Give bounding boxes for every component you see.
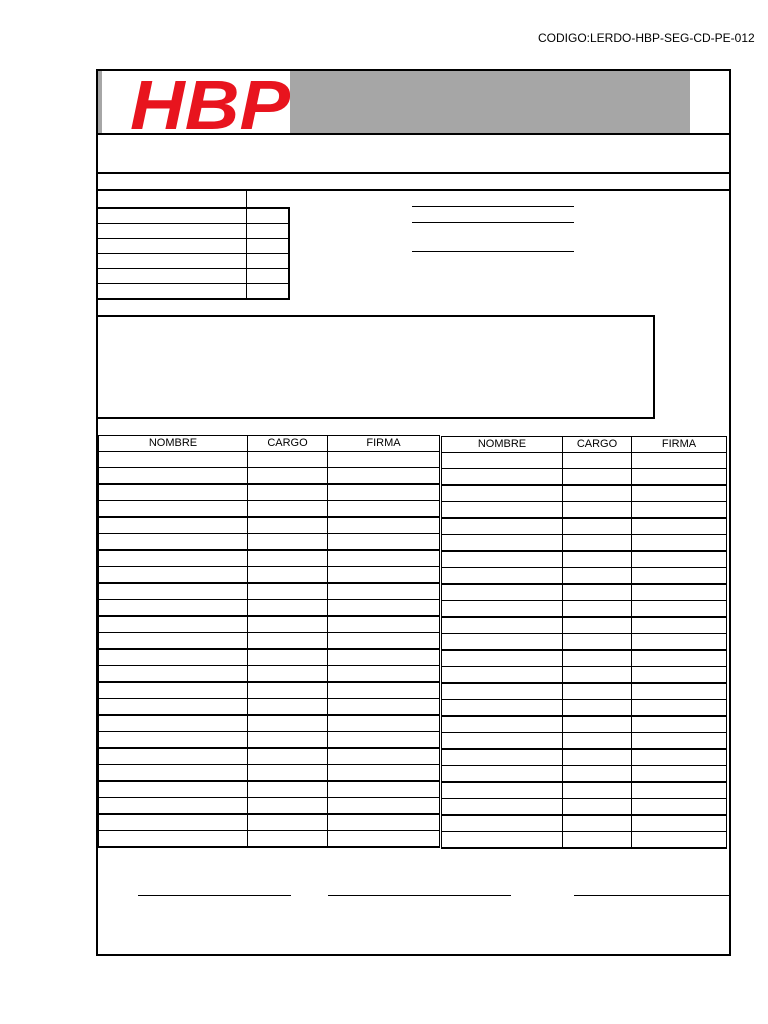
cargo-cell[interactable] (563, 749, 632, 766)
info-column-divider (246, 191, 247, 207)
column-header-firma: FIRMA (632, 437, 727, 453)
table-row (99, 567, 440, 584)
table-row (442, 799, 727, 816)
table-row (99, 583, 440, 600)
cargo-cell[interactable] (248, 814, 328, 831)
column-header-cargo: CARGO (563, 437, 632, 453)
table-row (99, 468, 440, 485)
firma-cell[interactable] (632, 551, 727, 568)
firma-cell[interactable] (328, 501, 440, 518)
cargo-cell[interactable] (563, 716, 632, 733)
nombre-cell[interactable] (442, 815, 563, 832)
nombre-cell[interactable] (442, 832, 563, 849)
cargo-cell[interactable] (563, 469, 632, 486)
cargo-cell[interactable] (248, 798, 328, 815)
firma-cell[interactable] (632, 667, 727, 684)
table-row (442, 568, 727, 585)
cargo-cell[interactable] (248, 765, 328, 782)
cargo-cell[interactable] (248, 831, 328, 848)
nombre-cell[interactable] (442, 650, 563, 667)
table-row (99, 616, 440, 633)
cargo-cell[interactable] (248, 649, 328, 666)
nombre-cell[interactable] (99, 550, 248, 567)
firma-cell[interactable] (632, 568, 727, 585)
firma-cell[interactable] (632, 832, 727, 849)
nombre-cell[interactable] (442, 551, 563, 568)
firma-cell[interactable] (632, 518, 727, 535)
firma-cell[interactable] (328, 517, 440, 534)
nombre-cell[interactable] (99, 452, 248, 468)
table-row (442, 683, 727, 700)
table-row (99, 748, 440, 765)
table-row (99, 633, 440, 650)
table-row (442, 766, 727, 783)
table-row (99, 798, 440, 815)
cargo-cell[interactable] (563, 832, 632, 849)
firma-cell[interactable] (632, 650, 727, 667)
cargo-cell[interactable] (563, 650, 632, 667)
nombre-cell[interactable] (442, 799, 563, 816)
firma-cell[interactable] (632, 601, 727, 618)
table-row (99, 732, 440, 749)
cargo-cell[interactable] (563, 568, 632, 585)
table-row (99, 517, 440, 534)
firma-cell[interactable] (328, 534, 440, 551)
cargo-cell[interactable] (563, 601, 632, 618)
cargo-cell[interactable] (248, 583, 328, 600)
table-row (442, 700, 727, 717)
nombre-cell[interactable] (442, 733, 563, 750)
table-row (442, 716, 727, 733)
cargo-cell[interactable] (248, 550, 328, 567)
cargo-cell[interactable] (248, 468, 328, 485)
cargo-cell[interactable] (248, 452, 328, 468)
firma-cell[interactable] (632, 733, 727, 750)
firma-cell[interactable] (632, 485, 727, 502)
firma-cell[interactable] (328, 831, 440, 848)
firma-cell[interactable] (328, 633, 440, 650)
header-band (98, 71, 690, 133)
table-row (442, 782, 727, 799)
nombre-cell[interactable] (442, 453, 563, 469)
firma-cell[interactable] (632, 535, 727, 552)
firma-cell[interactable] (632, 815, 727, 832)
cargo-cell[interactable] (248, 484, 328, 501)
table-row (442, 617, 727, 634)
field-line-2[interactable] (412, 222, 574, 223)
signature-line-3[interactable] (574, 895, 729, 896)
firma-cell[interactable] (632, 782, 727, 799)
cargo-cell[interactable] (563, 766, 632, 783)
firma-cell[interactable] (328, 600, 440, 617)
table-row (442, 485, 727, 502)
title-divider (98, 172, 729, 174)
table-row (99, 781, 440, 798)
firma-cell[interactable] (328, 781, 440, 798)
cargo-cell[interactable] (563, 617, 632, 634)
table-row (99, 666, 440, 683)
firma-cell[interactable] (328, 452, 440, 468)
cargo-cell[interactable] (248, 517, 328, 534)
table-row (99, 682, 440, 699)
table-row (442, 650, 727, 667)
cargo-cell[interactable] (563, 634, 632, 651)
nombre-cell[interactable] (99, 583, 248, 600)
table-row (442, 453, 727, 469)
firma-cell[interactable] (328, 699, 440, 716)
column-header-nombre: NOMBRE (99, 436, 248, 452)
firma-cell[interactable] (328, 484, 440, 501)
signature-line-2[interactable] (328, 895, 511, 896)
cargo-cell[interactable] (563, 502, 632, 519)
firma-cell[interactable] (632, 749, 727, 766)
table-row (99, 501, 440, 518)
cargo-cell[interactable] (248, 699, 328, 716)
firma-cell[interactable] (328, 649, 440, 666)
table-row (99, 550, 440, 567)
nombre-cell[interactable] (99, 699, 248, 716)
firma-cell[interactable] (632, 584, 727, 601)
attendance-table-left (98, 435, 440, 848)
nombre-cell[interactable] (442, 782, 563, 799)
nombre-cell[interactable] (99, 666, 248, 683)
nombre-cell[interactable] (99, 501, 248, 518)
nombre-cell[interactable] (99, 781, 248, 798)
nombre-cell[interactable] (99, 484, 248, 501)
nombre-cell[interactable] (99, 748, 248, 765)
firma-cell[interactable] (328, 666, 440, 683)
firma-cell[interactable] (632, 683, 727, 700)
table-row (442, 551, 727, 568)
nombre-cell[interactable] (442, 601, 563, 618)
firma-cell[interactable] (328, 798, 440, 815)
nombre-cell[interactable] (442, 749, 563, 766)
firma-cell[interactable] (632, 766, 727, 783)
cargo-cell[interactable] (563, 700, 632, 717)
cargo-cell[interactable] (563, 815, 632, 832)
firma-cell[interactable] (632, 469, 727, 486)
firma-cell[interactable] (632, 634, 727, 651)
form-frame (96, 69, 731, 956)
nombre-cell[interactable] (99, 798, 248, 815)
cargo-cell[interactable] (248, 534, 328, 551)
cargo-cell[interactable] (563, 518, 632, 535)
table-row (99, 699, 440, 716)
nombre-cell[interactable] (99, 600, 248, 617)
firma-cell[interactable] (632, 799, 727, 816)
nombre-cell[interactable] (99, 534, 248, 551)
cargo-cell[interactable] (563, 667, 632, 684)
nombre-cell[interactable] (442, 568, 563, 585)
firma-cell[interactable] (328, 765, 440, 782)
table-row (442, 832, 727, 849)
cargo-cell[interactable] (563, 551, 632, 568)
company-logo (102, 71, 290, 133)
cargo-cell[interactable] (563, 799, 632, 816)
cargo-cell[interactable] (248, 715, 328, 732)
nombre-cell[interactable] (99, 831, 248, 848)
nombre-cell[interactable] (442, 683, 563, 700)
table-row (99, 715, 440, 732)
field-line-1[interactable] (412, 206, 574, 207)
firma-cell[interactable] (328, 715, 440, 732)
nombre-cell[interactable] (99, 715, 248, 732)
nombre-cell[interactable] (99, 649, 248, 666)
table-row (442, 601, 727, 618)
cargo-cell[interactable] (563, 782, 632, 799)
nombre-cell[interactable] (442, 535, 563, 552)
firma-cell[interactable] (328, 583, 440, 600)
signature-line-1[interactable] (138, 895, 291, 896)
hbp-logo-icon (102, 71, 290, 133)
document-code: CODIGO:LERDO-HBP-SEG-CD-PE-012 (538, 31, 755, 45)
attendance-table-right (441, 436, 727, 849)
table-row (99, 484, 440, 501)
nombre-cell[interactable] (442, 766, 563, 783)
cargo-cell[interactable] (248, 666, 328, 683)
cargo-cell[interactable] (563, 584, 632, 601)
firma-cell[interactable] (328, 732, 440, 749)
nombre-cell[interactable] (99, 633, 248, 650)
cargo-cell[interactable] (248, 633, 328, 650)
firma-cell[interactable] (632, 453, 727, 469)
column-header-firma: FIRMA (328, 436, 440, 452)
cargo-cell[interactable] (248, 781, 328, 798)
nombre-cell[interactable] (442, 700, 563, 717)
cargo-cell[interactable] (563, 535, 632, 552)
cargo-cell[interactable] (248, 748, 328, 765)
firma-cell[interactable] (632, 617, 727, 634)
firma-cell[interactable] (328, 814, 440, 831)
table-row (99, 534, 440, 551)
header-divider (98, 133, 729, 135)
nombre-cell[interactable] (99, 814, 248, 831)
table-row (442, 518, 727, 535)
firma-cell[interactable] (328, 550, 440, 567)
table-row (99, 831, 440, 848)
table-row (442, 667, 727, 684)
table-row (99, 649, 440, 666)
nombre-cell[interactable] (442, 667, 563, 684)
firma-cell[interactable] (328, 616, 440, 633)
table-row (442, 502, 727, 519)
nombre-cell[interactable] (99, 468, 248, 485)
firma-cell[interactable] (328, 682, 440, 699)
table-row (99, 600, 440, 617)
cargo-cell[interactable] (248, 567, 328, 584)
firma-cell[interactable] (632, 716, 727, 733)
nombre-cell[interactable] (442, 485, 563, 502)
cargo-cell[interactable] (248, 682, 328, 699)
nombre-cell[interactable] (442, 518, 563, 535)
firma-cell[interactable] (632, 502, 727, 519)
nombre-cell[interactable] (442, 502, 563, 519)
field-line-3[interactable] (412, 251, 574, 252)
table-row (442, 815, 727, 832)
column-header-nombre: NOMBRE (442, 437, 563, 453)
svg-text:HBP: HBP (130, 71, 290, 133)
cargo-cell[interactable] (563, 485, 632, 502)
table-row (442, 634, 727, 651)
firma-cell[interactable] (328, 748, 440, 765)
nombre-cell[interactable] (99, 517, 248, 534)
info-table (98, 207, 290, 300)
cargo-cell[interactable] (248, 732, 328, 749)
table-row (442, 749, 727, 766)
nombre-cell[interactable] (99, 732, 248, 749)
cargo-cell[interactable] (563, 453, 632, 469)
table-row (442, 584, 727, 601)
description-box[interactable] (98, 315, 655, 419)
nombre-cell[interactable] (99, 616, 248, 633)
nombre-cell[interactable] (99, 682, 248, 699)
firma-cell[interactable] (632, 700, 727, 717)
nombre-cell[interactable] (442, 634, 563, 651)
nombre-cell[interactable] (442, 617, 563, 634)
column-header-cargo: CARGO (248, 436, 328, 452)
firma-cell[interactable] (328, 468, 440, 485)
nombre-cell[interactable] (99, 765, 248, 782)
nombre-cell[interactable] (442, 469, 563, 486)
table-row (442, 535, 727, 552)
nombre-cell[interactable] (442, 716, 563, 733)
cargo-cell[interactable] (563, 683, 632, 700)
cargo-cell[interactable] (248, 501, 328, 518)
cargo-cell[interactable] (248, 616, 328, 633)
subtitle-divider (98, 189, 729, 191)
table-row (442, 733, 727, 750)
cargo-cell[interactable] (248, 600, 328, 617)
nombre-cell[interactable] (442, 584, 563, 601)
table-row (99, 765, 440, 782)
table-row (99, 452, 440, 468)
nombre-cell[interactable] (99, 567, 248, 584)
table-row (442, 469, 727, 486)
table-row (99, 814, 440, 831)
cargo-cell[interactable] (563, 733, 632, 750)
firma-cell[interactable] (328, 567, 440, 584)
